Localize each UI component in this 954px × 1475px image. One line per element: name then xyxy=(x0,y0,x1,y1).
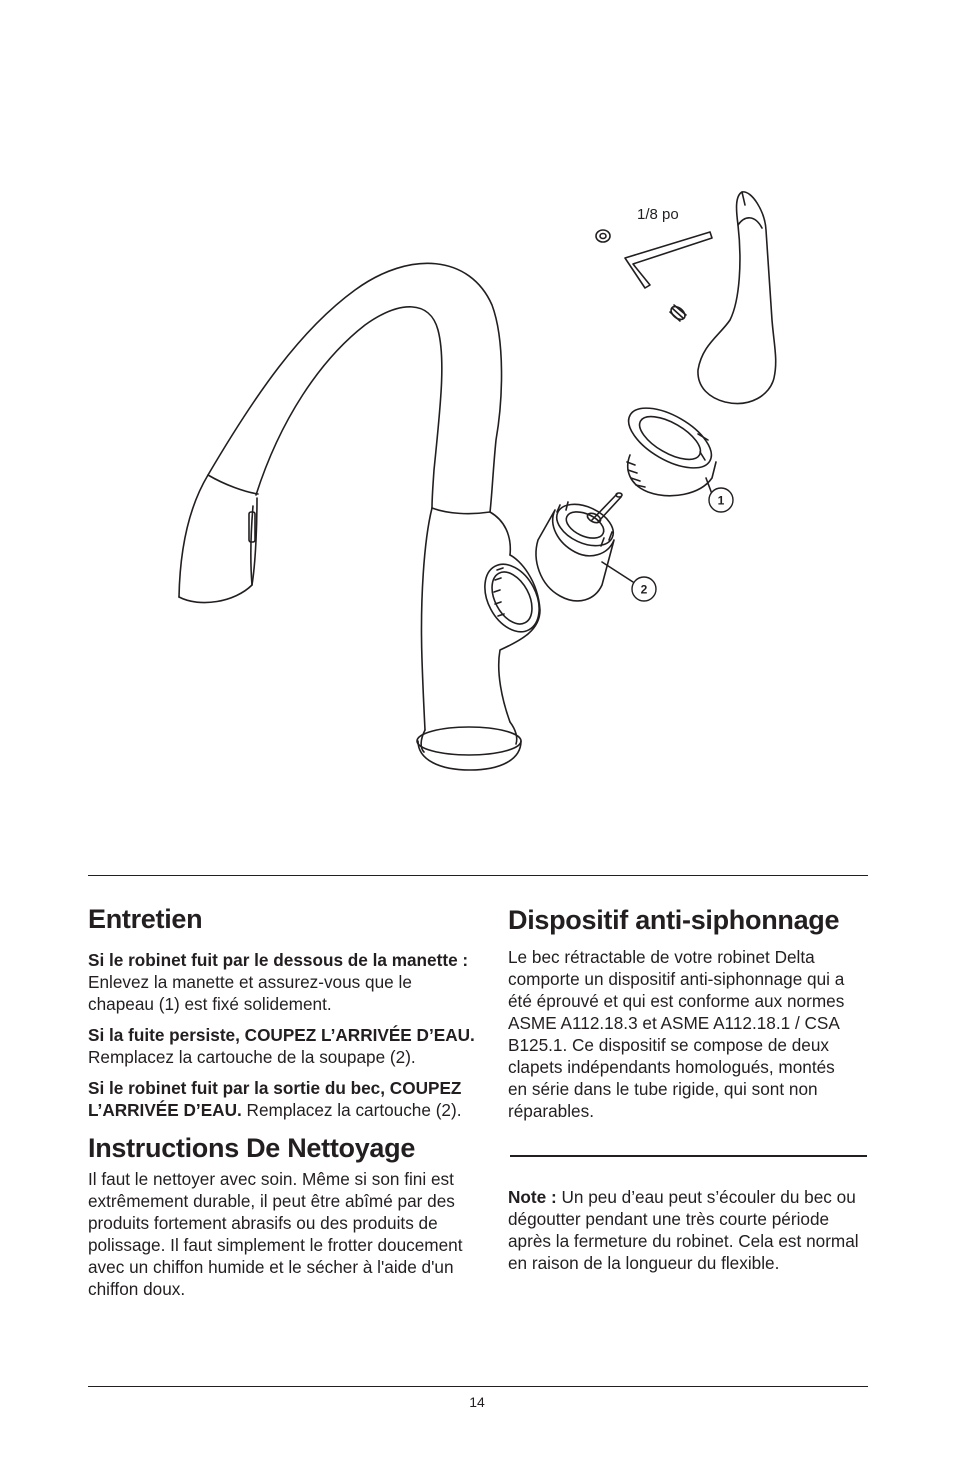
allen-wrench xyxy=(625,232,712,288)
note-body: Un peu d’eau peut s’écouler du bec ou dégoutter pendant une très courte période après la fermeture du robinet. Cela est normal en raison de la longueur du flexible. xyxy=(508,1187,859,1273)
note-block xyxy=(508,1186,868,1274)
entretien-p3-text: Remplacez la cartouche (2). xyxy=(241,1100,462,1120)
right-column xyxy=(508,904,868,1122)
entretien-p1-bold: Si le robinet fuit par le dessous de la manette : xyxy=(88,950,469,970)
note-label: Note : xyxy=(508,1187,557,1207)
entretien-paragraph-1 xyxy=(88,949,480,1015)
note-rule xyxy=(510,1155,867,1157)
entretien-p2-text: Remplacez la cartouche de la soupape (2). xyxy=(88,1047,416,1067)
valve-cartridge xyxy=(536,493,622,601)
faucet-body xyxy=(417,508,550,770)
top-rule xyxy=(88,875,868,876)
bonnet-nut xyxy=(619,396,721,496)
bottom-rule xyxy=(88,1386,868,1387)
callout-2-number: 2 xyxy=(640,582,648,597)
callout-1-number: 1 xyxy=(717,493,725,508)
callout-1 xyxy=(709,488,733,512)
nettoyage-text: Il faut le nettoyer avec soin. Même si son fini est extrêmement durable, il peut être abîmé par des produits fortement abrasifs ou des produits de polissage. Il faut simplement le frotter doucement avec un chiffon humide et le sécher à l'aide d'un chiffon doux. xyxy=(88,1169,463,1299)
page-number: 14 xyxy=(469,1394,485,1410)
entretien-paragraph-3 xyxy=(88,1077,480,1121)
antisiphon-title: Dispositif anti-siphonnage xyxy=(508,905,840,935)
entretien-title: Entretien xyxy=(88,904,203,934)
entretien-p2-bold: Si la fuite persiste, COUPEZ L’ARRIVÉE D’EAU. xyxy=(88,1025,475,1045)
left-column xyxy=(88,903,480,1300)
entretien-paragraph-2 xyxy=(88,1024,480,1068)
nettoyage-title: Instructions De Nettoyage xyxy=(88,1133,416,1163)
note-text xyxy=(508,1186,868,1274)
faucet-handle xyxy=(698,192,776,404)
callout-2 xyxy=(632,577,656,601)
entretien-p3-bold: Si le robinet fuit par la sortie du bec, COUPEZ L’ARRIVÉE D’EAU. xyxy=(88,1078,462,1120)
entretien-p1-text: Enlevez la manette et assurez-vous que le chapeau (1) est fixé solidement. xyxy=(88,972,412,1014)
antisiphon-text: Le bec rétractable de votre robinet Delta comporte un dispositif anti-siphonnage qui a été éprouvé et qui est conforme aux normes ASME A112.18.3 et ASME A112.18.1 / CSA B125.1. Ce dispositif se compose de deux clapets indépendants homologués, montés en série dans le tube rigide, qui sont non réparables. xyxy=(508,947,845,1121)
callout-2-leader xyxy=(602,562,633,582)
faucet-spout xyxy=(179,263,502,602)
wrench-size-label: 1/8 po xyxy=(637,206,679,223)
